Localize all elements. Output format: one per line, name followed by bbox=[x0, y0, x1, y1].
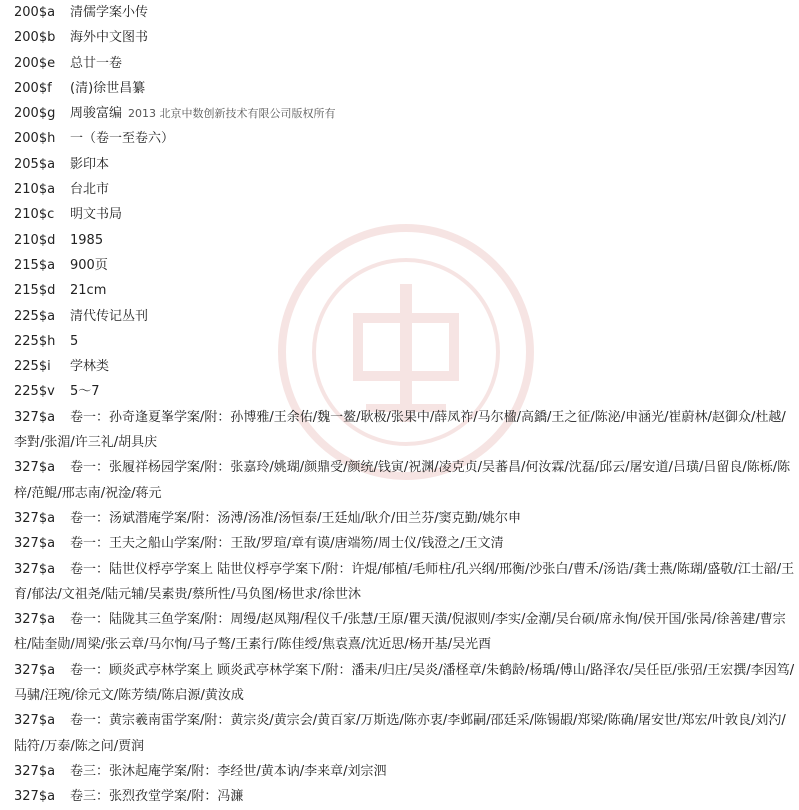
marc-field-value-text: 影印本 bbox=[70, 156, 110, 172]
marc-field-row bbox=[14, 607, 795, 658]
marc-field-row bbox=[14, 202, 795, 227]
marc-field-row bbox=[14, 379, 795, 404]
marc-field-value-text: 台北市 bbox=[70, 182, 110, 198]
marc-field-row bbox=[14, 25, 795, 50]
marc-field-value bbox=[14, 557, 795, 608]
marc-field-value-text: 1985 bbox=[70, 232, 104, 248]
marc-field-tag: 327$a bbox=[14, 789, 56, 805]
marc-field-value bbox=[70, 531, 795, 556]
marc-field-value-text: 一（卷一至卷六） bbox=[70, 131, 175, 147]
marc-field-value-text: 卷三：张烈孜堂学案/附：冯濂 bbox=[70, 789, 244, 805]
marc-field-value-text: 卷一：陆世仪桴亭学案上 陆世仪桴亭学案下/附：许焜/郁植/毛师柱/孔兴纲/邢衡/沙张白/曹禾/汤诰/龚士燕/陈瑚/盛敬/江士韶/王育/郁法/文祖尧/陆元辅/吴素贵/蔡所性/马负图/杨世求/徐世沐 bbox=[14, 561, 795, 602]
marc-field-value bbox=[70, 126, 795, 151]
marc-field-tag: 210$d bbox=[14, 232, 56, 248]
marc-field-tag: 327$a bbox=[14, 763, 56, 779]
marc-field-row bbox=[14, 304, 795, 329]
marc-field-value bbox=[70, 177, 795, 202]
marc-field-value-text: 海外中文图书 bbox=[70, 30, 149, 46]
marc-field-value bbox=[70, 329, 795, 354]
marc-field-row bbox=[14, 177, 795, 202]
marc-field-tag: 327$a bbox=[14, 612, 56, 628]
marc-field-row bbox=[14, 759, 795, 784]
marc-field-tag: 200$a bbox=[14, 5, 56, 20]
marc-field-value-text: 5 bbox=[70, 333, 79, 349]
marc-field-row bbox=[14, 51, 795, 76]
marc-field-value bbox=[70, 25, 795, 50]
marc-field-value bbox=[70, 0, 795, 25]
marc-field-value-text: 卷一：汤斌潜庵学案/附：汤溥/汤准/汤恒泰/王廷灿/耿介/田兰芬/窦克勤/姚尔申 bbox=[70, 510, 522, 526]
marc-field-tag: 210$c bbox=[14, 207, 55, 223]
marc-field-value bbox=[14, 708, 795, 759]
marc-field-tag: 327$a bbox=[14, 409, 56, 425]
marc-field-value-text: 5～7 bbox=[70, 384, 100, 400]
marc-field-tag: 327$a bbox=[14, 510, 56, 526]
marc-field-tag: 327$a bbox=[14, 536, 56, 552]
marc-field-value bbox=[70, 152, 795, 177]
marc-field-tag: 200$f bbox=[14, 80, 52, 96]
marc-field-value bbox=[70, 51, 795, 76]
marc-field-tag: 225$a bbox=[14, 308, 56, 324]
marc-field-value bbox=[70, 379, 795, 404]
marc-field-row bbox=[14, 228, 795, 253]
marc-field-tag: 200$h bbox=[14, 131, 56, 147]
marc-field-row bbox=[14, 658, 795, 709]
marc-field-value bbox=[70, 354, 795, 379]
marc-field-row bbox=[14, 354, 795, 379]
marc-field-value bbox=[70, 304, 795, 329]
marc-field-tag: 327$a bbox=[14, 662, 56, 678]
marc-field-row bbox=[14, 329, 795, 354]
marc-field-value bbox=[70, 76, 795, 101]
marc-field-value bbox=[70, 278, 795, 303]
marc-field-tag: 327$a bbox=[14, 460, 56, 476]
marc-field-tag: 327$a bbox=[14, 713, 56, 729]
marc-field-tag: 210$a bbox=[14, 182, 56, 198]
marc-field-value bbox=[70, 101, 795, 126]
marc-field-tag: 215$d bbox=[14, 283, 56, 299]
marc-field-tag: 225$v bbox=[14, 384, 55, 400]
marc-field-value-text: 卷三：张沐起庵学案/附：李经世/黄本讷/李来章/刘宗泗 bbox=[70, 763, 387, 779]
marc-field-tag: 225$i bbox=[14, 359, 51, 375]
marc-field-value-text: 卷一：张履祥杨园学案/附：张嘉玲/姚瑚/颜鼎受/颜统/钱寅/祝渊/凌克贞/吴蕃昌/何汝霖/沈磊/邱云/屠安道/吕璜/吕留良/陈栎/陈梓/范鲲/邢志南/祝淦/蒋元 bbox=[14, 460, 791, 501]
marc-field-row bbox=[14, 0, 795, 25]
marc-field-value bbox=[70, 202, 795, 227]
marc-field-value bbox=[14, 405, 795, 456]
marc-field-value-text: 清儒学案小传 bbox=[70, 5, 149, 20]
marc-field-value-text: 卷一：孙奇逢夏峯学案/附：孙博雅/王余佑/魏一鳌/耿极/张果中/薛凤祚/马尔楹/高鐈/王之征/陈泌/申涵光/崔蔚林/赵御众/杜越/李對/张湄/许三礼/胡具庆 bbox=[14, 409, 786, 451]
marc-field-value bbox=[70, 228, 795, 253]
marc-field-value-text: 卷一：陆陇其三鱼学案/附：周缦/赵凤翔/程仪千/张慧/王原/瞿天潢/倪淑则/李实/金潮/吴台硕/席永恂/侯开国/张昺/徐善建/曹宗柱/陆奎勋/周梁/张云章/马尔恂/马子骜/王素行/陈佳绶/焦袁熹/沈近思/杨开基/吴光酉 bbox=[14, 612, 786, 653]
marc-field-tag: 200$b bbox=[14, 30, 56, 46]
marc-field-row bbox=[14, 152, 795, 177]
marc-field-tag: 200$e bbox=[14, 55, 56, 71]
marc-field-row bbox=[14, 405, 795, 456]
marc-field-value bbox=[70, 506, 795, 531]
marc-field-tag: 215$a bbox=[14, 257, 56, 273]
marc-record-list bbox=[14, 0, 795, 810]
marc-field-value-text: (清)徐世昌纂 bbox=[70, 80, 146, 96]
marc-field-value-text: 周骏富编 bbox=[70, 106, 123, 122]
marc-field-value-text: 900页 bbox=[70, 257, 108, 273]
marc-field-value bbox=[70, 253, 795, 278]
marc-field-row bbox=[14, 708, 795, 759]
marc-field-value-text: 总廿一卷 bbox=[70, 55, 123, 71]
marc-field-value-text: 卷一：黄宗羲南雷学案/附：黄宗炎/黄宗会/黄百家/万斯选/陈亦衷/李邺嗣/邵廷采/陈锡嘏/郑梁/陈确/屠安世/郑宏/叶敦良/刘汋/陆符/万泰/陈之问/贾润 bbox=[14, 713, 786, 754]
copyright-note: 2013 北京中数创新技术有限公司版权所有 bbox=[128, 107, 336, 121]
marc-field-value-text: 卷一：王夫之船山学案/附：王敔/罗瑄/章有谟/唐端笏/周士仪/钱澄之/王文清 bbox=[70, 536, 504, 552]
marc-field-value bbox=[14, 607, 795, 658]
marc-field-row bbox=[14, 278, 795, 303]
marc-field-value bbox=[14, 455, 795, 506]
marc-field-value-text: 卷一：顾炎武亭林学案上 顾炎武亭林学案下/附：潘耒/归庄/吴炎/潘柽章/朱鹤龄/杨瑀/傅山/路泽农/吴任臣/张弨/王宏撰/李因笃/马骕/汪琬/徐元文/陈芳绩/陈启源/黄汝成 bbox=[14, 662, 795, 704]
marc-field-value bbox=[70, 759, 795, 784]
marc-field-tag: 205$a bbox=[14, 156, 56, 172]
marc-field-value-text: 学林类 bbox=[70, 359, 110, 375]
marc-field-row bbox=[14, 531, 795, 556]
marc-field-value-text: 21cm bbox=[70, 283, 107, 299]
marc-field-tag: 200$g bbox=[14, 106, 56, 122]
marc-field-row bbox=[14, 506, 795, 531]
marc-field-value-text: 明文书局 bbox=[70, 207, 123, 223]
marc-field-tag: 327$a bbox=[14, 561, 56, 577]
marc-field-row bbox=[14, 126, 795, 151]
marc-field-tag: 225$h bbox=[14, 333, 56, 349]
marc-field-value-text: 清代传记丛刊 bbox=[70, 308, 149, 324]
marc-field-row bbox=[14, 76, 795, 101]
marc-field-row bbox=[14, 101, 795, 126]
marc-field-value bbox=[14, 658, 795, 709]
marc-field-row bbox=[14, 253, 795, 278]
marc-field-row bbox=[14, 455, 795, 506]
marc-field-row bbox=[14, 557, 795, 608]
